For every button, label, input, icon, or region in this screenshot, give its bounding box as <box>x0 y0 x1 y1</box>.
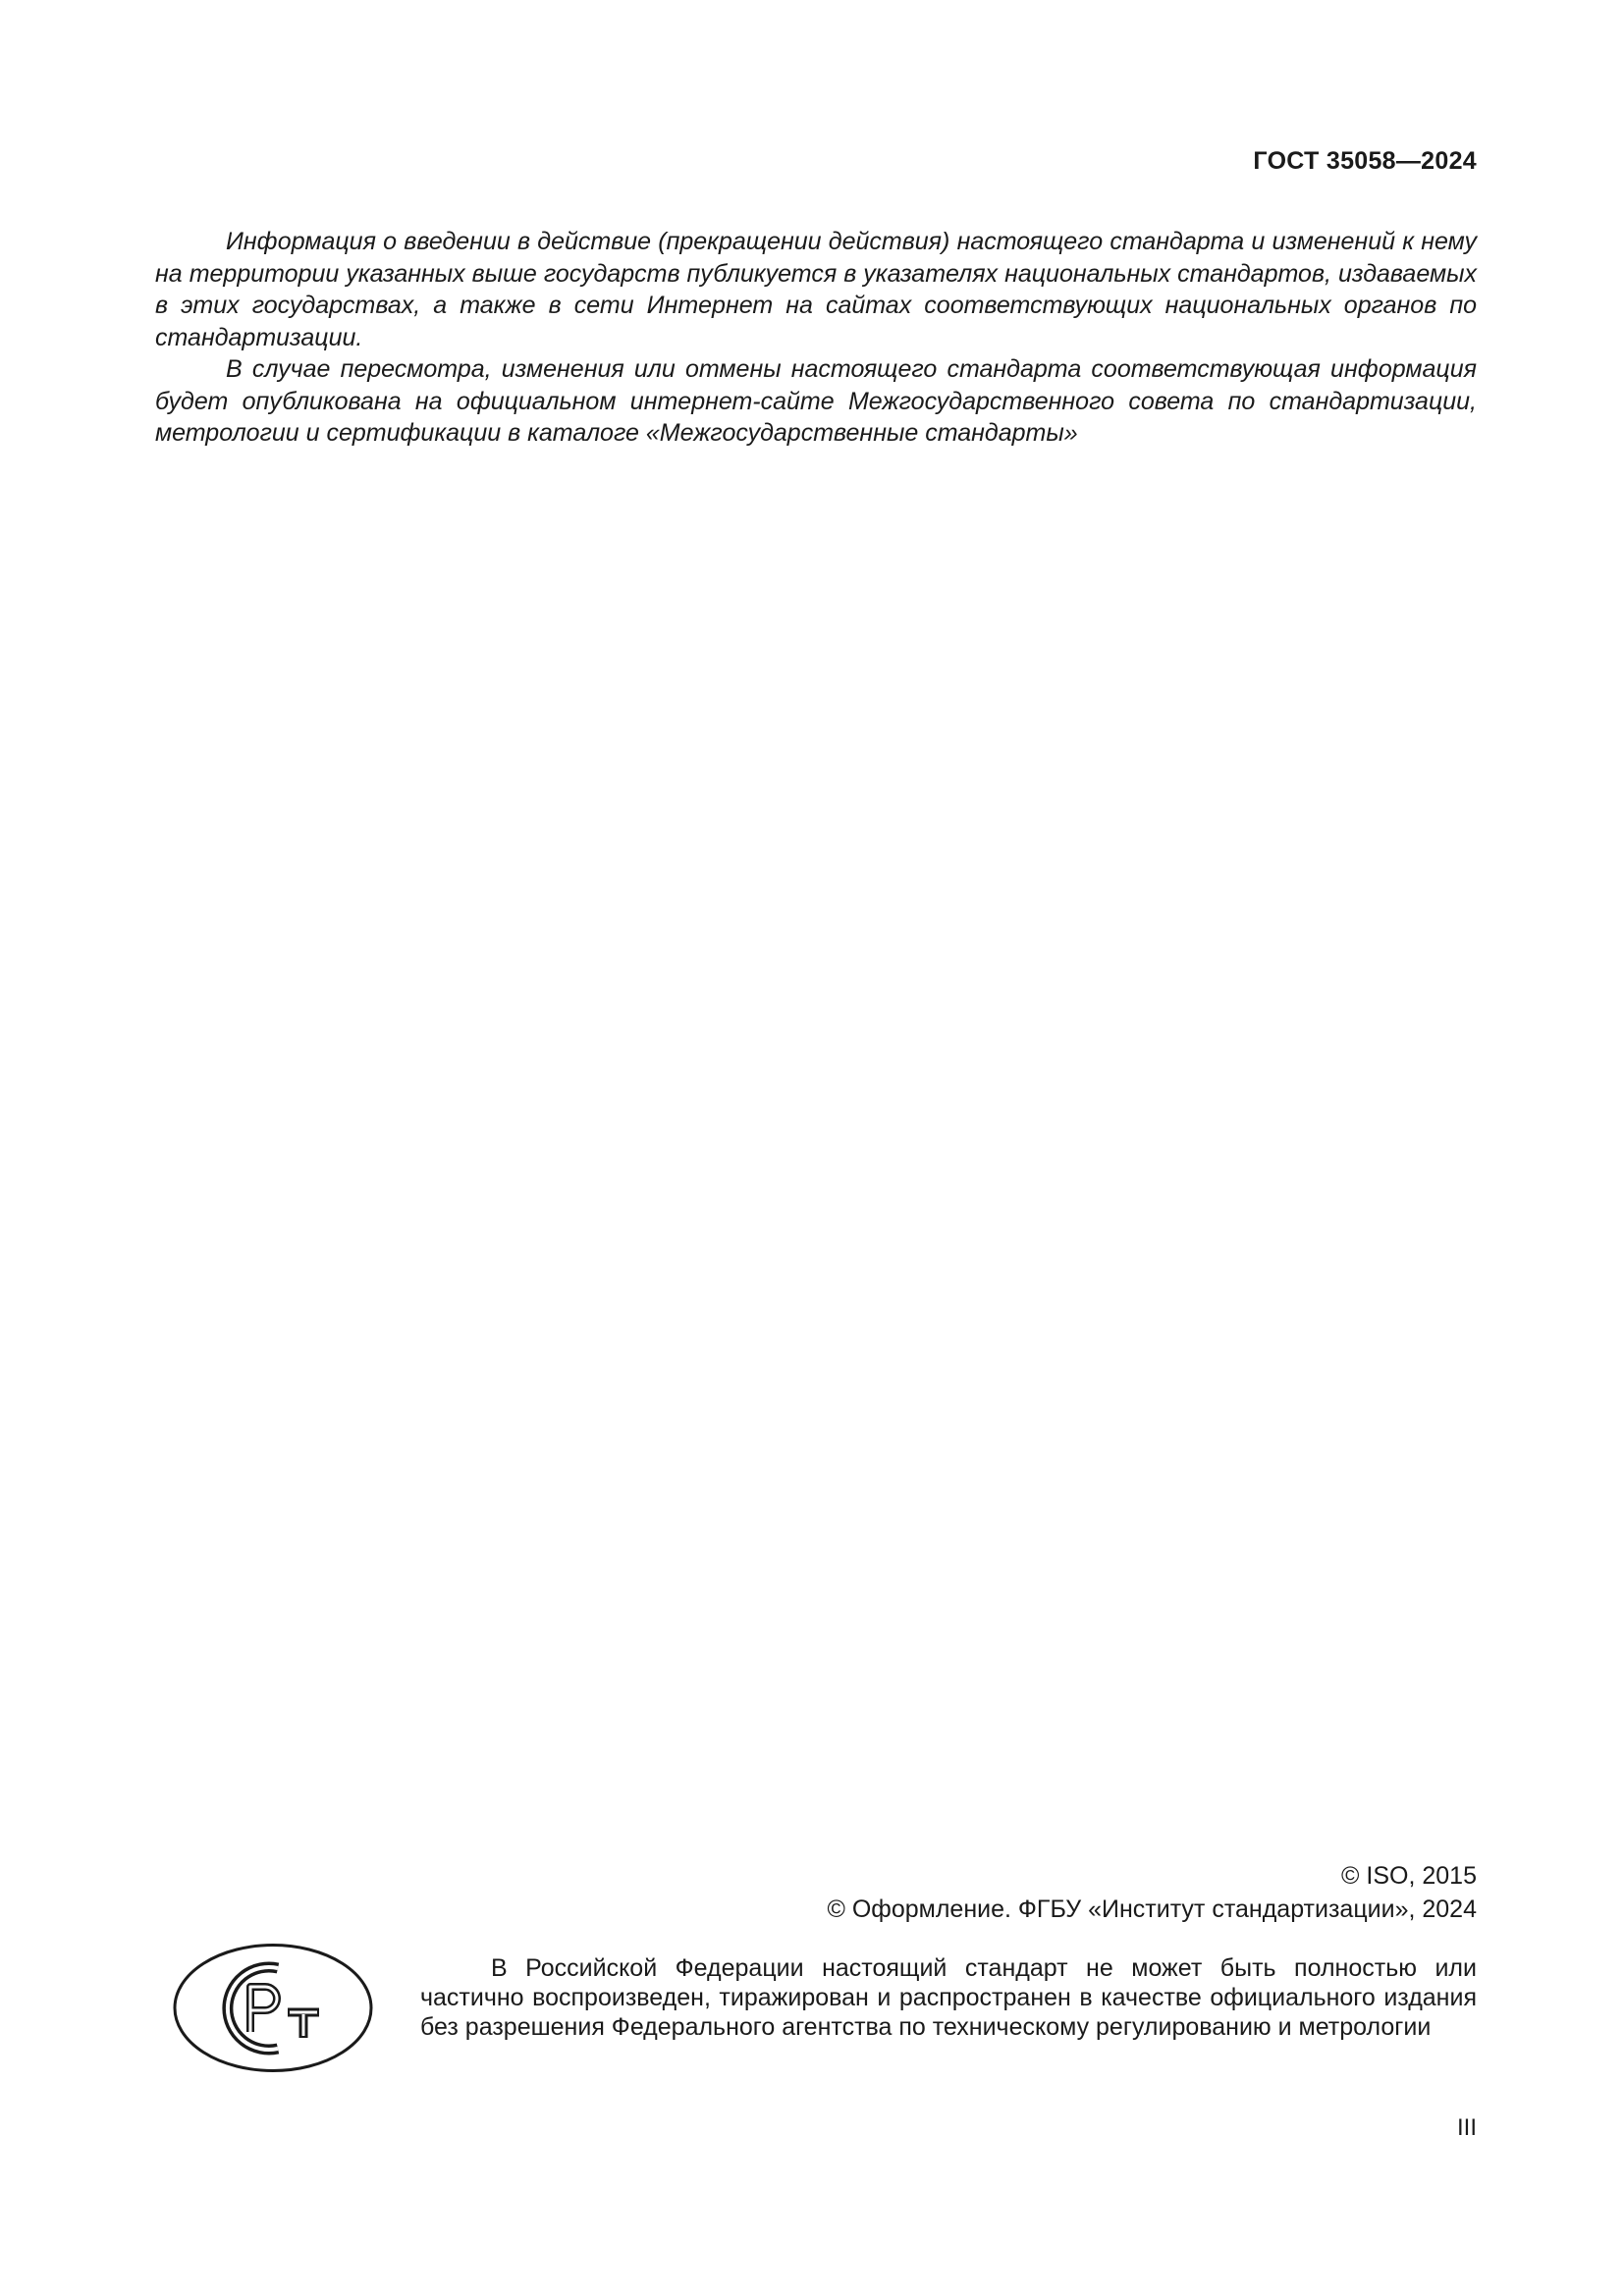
copyright-design: © Оформление. ФГБУ «Институт стандартизации», 2024 <box>827 1896 1477 1923</box>
rst-certification-mark-icon <box>172 1942 374 2074</box>
document-code: ГОСТ 35058—2024 <box>1253 147 1477 175</box>
copyright-block <box>827 1859 1477 1926</box>
copyright-iso: © ISO, 2015 <box>1341 1862 1477 1890</box>
paragraph-revision-info: В случае пересмотра, изменения или отмены настоящего стандарта соответствующая информация будет опубликована на официальном интернет-сайте Межгосударственного совета по стандартизации, метрологии и сертификации в каталоге «Межгосударственные стандарты» <box>155 355 1477 447</box>
paragraph-introduction-info: Информация о введении в действие (прекращении действия) настоящего стандарта и изменений к нему на территории указанных выше государств публикуется в указателях национальных стандартов, издаваемых в этих государствах, а также в сети Интернет на сайтах соответствующих национальных органов по стандартизации. <box>155 228 1477 351</box>
main-text <box>155 226 1477 450</box>
rights-notice <box>420 1953 1477 2042</box>
page-number: III <box>1456 2114 1477 2141</box>
rights-notice-text: В Российской Федерации настоящий стандарт не может быть полностью или частично воспроизведен, тиражирован и распространен в качестве официального издания без разрешения Федерального агентства по техническому регулированию и метрологии <box>420 1954 1477 2041</box>
